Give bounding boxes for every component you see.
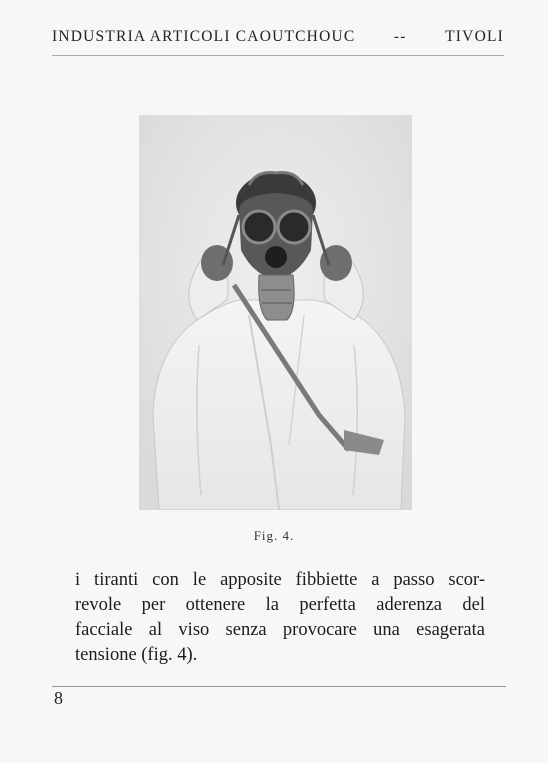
- figure-caption: Fig. 4.: [253, 528, 295, 543]
- header-rule: [52, 55, 504, 56]
- running-header: [52, 28, 504, 46]
- footer-rule: [52, 686, 506, 687]
- header-right-text: TIVOLI: [445, 28, 504, 45]
- body-line: tensione (fig. 4).: [75, 645, 198, 665]
- body-line: i tiranti con le apposite fibbiette a passo scor-: [75, 570, 485, 590]
- body-line: facciale al viso senza provocare una esagerata: [75, 620, 485, 640]
- header-separator: --: [393, 28, 407, 45]
- body-paragraph: [75, 568, 485, 668]
- body-line: revole per ottenere la perfetta aderenza del: [75, 595, 485, 615]
- page-number: 8: [54, 688, 63, 708]
- gas-mask-photo: [139, 115, 412, 510]
- header-left-text: INDUSTRIA ARTICOLI CAOUTCHOUC: [52, 28, 356, 45]
